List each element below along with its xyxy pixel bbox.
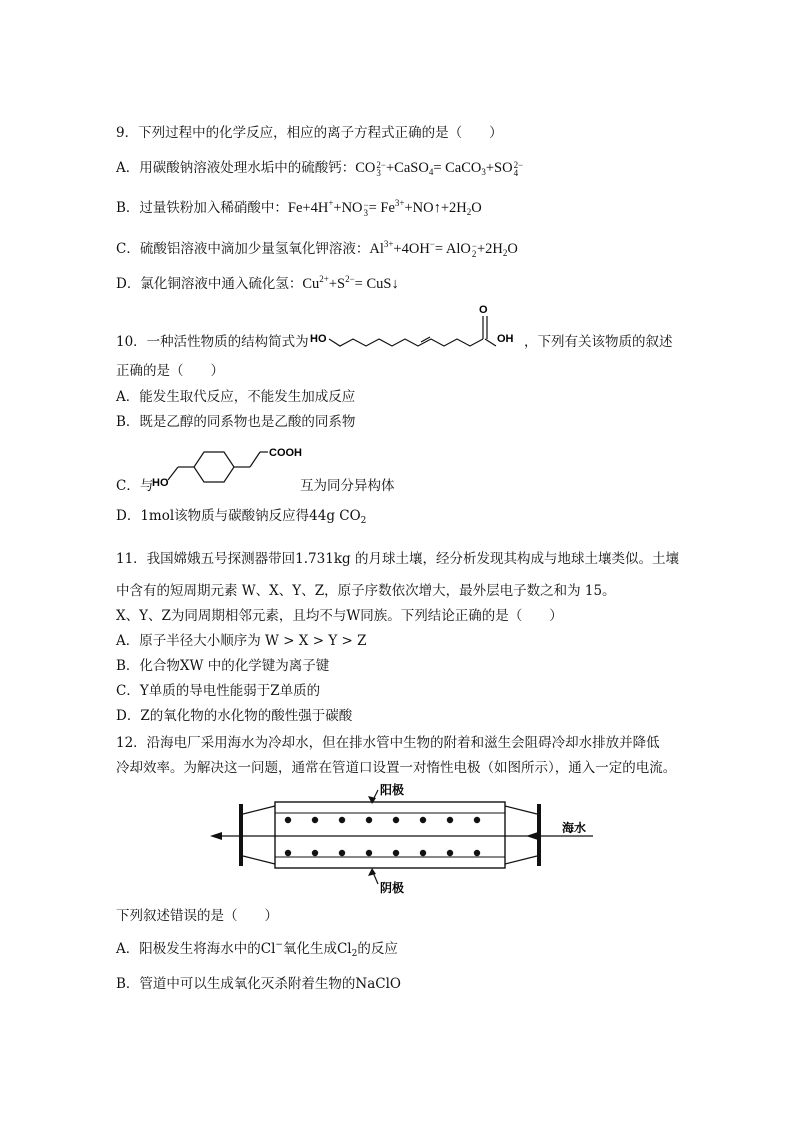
structure-o-label: O — [479, 304, 488, 316]
q9-option-b: B．过量铁粉加入稀硝酸中：Fe+4H++NO − 3 = $Fe^{3+}+NO↑+2H_2O$ — [116, 198, 482, 218]
cathode-electrode-dots — [285, 850, 480, 856]
q9-option-c: C．硫酸铝溶液中滴加少量氢氧化钾溶液：$Al^{3+}+4OH^-=$ AlO − 2 $+2H_2O$ — [116, 239, 518, 259]
inlet-arrowhead — [526, 832, 538, 840]
cathode-label: 阴极 — [380, 881, 405, 895]
left-end-plate — [239, 804, 243, 866]
q10-option-d: D．1mol该物质与碳酸钠反应得44g $CO_2$ — [116, 508, 367, 526]
c-structure-ho-label: HO — [152, 477, 169, 489]
q9-a-equation: CO 2− 3 +CaSO$_4$= CaCO$_3$+SO 2− 4 — [355, 159, 524, 178]
q11-option-b: B．化合物XW 中的化学键为离子键 — [116, 658, 330, 674]
q9-d-equation: $Cu^{2+}+S^{2-}=$ CuS↓ — [302, 274, 399, 292]
q10-option-c-structure — [152, 440, 302, 492]
q10-option-b: B．既是乙醇的同系物也是乙酸的同系物 — [116, 414, 356, 430]
cyclohexane-ring — [194, 452, 234, 482]
q10-stem-line2: 正确的是（ ） — [116, 363, 224, 379]
anode-electrode-dots — [285, 817, 480, 823]
q9-c-equation: $Al^{3+}+4OH^-=$ AlO − 2 $+2H_2O$ — [369, 239, 518, 259]
q12-option-a: A．阳极发生将海水中的Cl−氧化生成$Cl_2$的反应 — [116, 940, 398, 959]
q11-line1: 11．我国嫦娥五号探测器带回1.731kg 的月球土壤，经分析发现其构成与地球土壤类似。土壤 — [116, 551, 679, 567]
q11-line2: 中含有的短周期元素 W、X、Y、Z，原子序数依次增大，最外层电子数之和为 15。 — [116, 583, 616, 599]
q12-line1: 12．沿海电厂采用海水为冷却水，但在排水管中生物的附着和滋生会阻碍冷却水排放并降低 — [116, 735, 660, 751]
q10-option-c-suffix: 互为同分异构体 — [300, 478, 395, 494]
q11-option-d: D．Z的氧化物的水化物的酸性强于碳酸 — [116, 708, 353, 724]
outlet-arrowhead — [210, 832, 222, 840]
q11-option-c: C．Y单质的导电性能弱于Z单质的 — [116, 683, 321, 699]
structure-oh-label: OH — [497, 333, 514, 345]
double-bond-line — [421, 337, 430, 342]
q12-option-b: B．管道中可以生成氧化灭杀附着生物的NaClO — [116, 976, 401, 992]
q11-line3: X、Y、Z为同周期相邻元素，且均不与W同族。下列结论正确的是（ ） — [116, 608, 563, 624]
structure-ho-label: HO — [310, 333, 327, 345]
q9-option-a: A．用碳酸钠溶液处理水垢中的硫酸钙：CO 2− 3 +CaSO$_4$= CaCO$_3$+SO 2− 4 — [116, 159, 524, 178]
c-ch2-bond — [168, 467, 178, 480]
q10-option-c-label: C．与 — [116, 478, 154, 494]
c-chain-bond — [250, 452, 260, 467]
anode-label: 阳极 — [380, 783, 405, 797]
carbon-chain — [329, 339, 483, 346]
q10-stem-after: ，下列有关该物质的叙述 — [524, 334, 673, 350]
q10-stem-before: 10．一种活性物质的结构简式为 — [116, 334, 309, 350]
right-taper-bottom — [505, 856, 537, 864]
right-taper-top — [505, 806, 537, 814]
seawater-label: 海水 — [562, 821, 587, 835]
hydroxyl-bond — [485, 339, 496, 346]
c-structure-cooh-label: COOH — [269, 447, 302, 459]
cathode-pointer-head — [368, 868, 376, 876]
q12-line2: 冷却效率。为解决这一问题，通常在管道口设置一对惰性电极（如图所示），通入一定的电流。 — [116, 760, 677, 776]
q9-option-d: D．氯化铜溶液中通入硫化氢：$Cu^{2+}+S^{2-}=$ CuS↓ — [116, 274, 399, 292]
q12-prompt: 下列叙述错误的是（ ） — [116, 908, 278, 924]
electrolysis-pipe-diagram — [208, 780, 610, 895]
q10-option-a: A．能发生取代反应，不能发生加成反应 — [116, 389, 356, 405]
left-taper-bottom — [243, 856, 275, 864]
q9-stem: 9．下列过程中的化学反应，相应的离子方程式正确的是（ ） — [116, 125, 503, 141]
q11-option-a: A．原子半径大小顺序为 W > X > Y > Z — [116, 633, 367, 649]
left-taper-top — [243, 806, 275, 814]
q10-structure-formula — [308, 302, 522, 350]
q9-b-equation: Fe+4H++NO − 3 = $Fe^{3+}+NO↑+2H_2O$ — [287, 198, 482, 218]
pipe-body — [275, 802, 505, 868]
